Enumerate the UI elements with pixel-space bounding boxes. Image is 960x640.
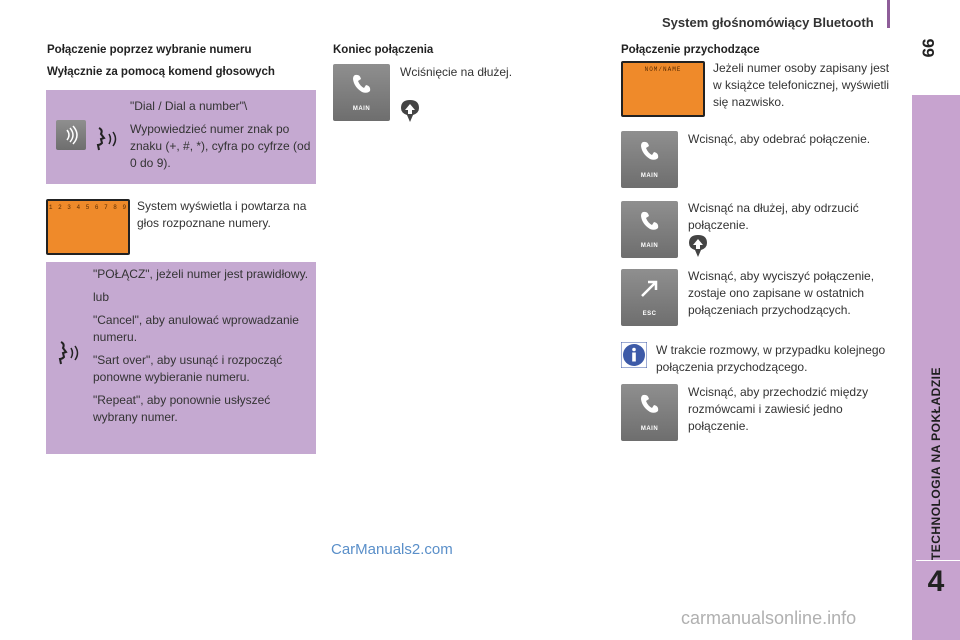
chapter-number: 4: [927, 565, 945, 598]
or-text: lub: [93, 290, 110, 304]
dial-command-text: "Dial / Dial a number"\: [130, 99, 248, 113]
connect-command-text: "POŁĄCZ", jeżeli numer jest prawidłowy.: [93, 267, 309, 281]
info-text: W trakcie rozmowy, w przypadku kolejnego połączenia przychodzącego.: [656, 343, 886, 374]
voice-dial-box: [46, 90, 316, 184]
page-number: 99: [918, 38, 938, 58]
voice-button: [56, 120, 86, 150]
end-call-instruction: Wciśnięcie na dłużej.: [400, 65, 513, 79]
mute-call-text: Wcisnąć, aby wyciszyć połączenie, zostaje ono zapisane w ostatnich połączeniach przychodzących.: [688, 269, 875, 317]
heading-incoming-call: Połączenie przychodzące: [621, 44, 760, 56]
display-name-label: NOM/NAME: [644, 66, 682, 73]
heading-end-call: Koniec połączenia: [333, 44, 434, 56]
main-phone-key: MAIN: [333, 64, 390, 121]
watermark-carmanualsonline: carmanualsonline.info: [681, 608, 857, 628]
start-over-command-text: "Sart over", aby usunąć i rozpocząć ponowne wybieranie numeru.: [93, 353, 283, 384]
answer-call-text: Wcisnąć, aby odebrać połączenie.: [688, 132, 871, 146]
watermark-carmanuals2: CarManuals2.com: [331, 541, 453, 558]
heading-voice-only: Wyłącznie za pomocą komend głosowych: [47, 66, 275, 78]
display-description: System wyświetla i powtarza na głos rozpoznane numery.: [137, 199, 307, 230]
phone-icon: [638, 393, 660, 415]
page-header-title: System głośnomówiący Bluetooth: [662, 15, 874, 30]
main-phone-key: MAIN: [621, 131, 678, 188]
info-icon: [621, 342, 647, 368]
voice-commands-box: [46, 262, 316, 454]
name-display: [621, 61, 705, 117]
sidebar-divider: [916, 560, 960, 561]
phone-icon: [638, 210, 660, 232]
long-press-icon: [397, 98, 423, 124]
mute-phone-icon: [638, 278, 660, 300]
speaking-head-icon: [56, 340, 86, 368]
repeat-command-text: "Repeat", aby ponownie usłyszeć wybrany numer.: [93, 393, 271, 424]
display-digits: 1 2 3 4 5 6 7 8 9: [48, 204, 128, 211]
dial-instruction-text: Wypowiedzieć numer znak po znaku (+, #, *), cyfra po cyfrze (od 0 do 9).: [130, 122, 311, 170]
main-phone-key: MAIN: [621, 384, 678, 441]
phone-icon: [638, 140, 660, 162]
name-display-text: Jeżeli numer osoby zapisany jest w książce telefonicznej, wyświetli się nazwisko.: [713, 61, 890, 109]
reject-call-text: Wcisnąć na dłużej, aby odrzucić połączenie.: [688, 201, 859, 232]
sidebar-section-label: TECHNOLOGIA NA POKŁADZIE: [929, 366, 943, 560]
heading-dial-number: Połączenie poprzez wybranie numeru: [47, 44, 252, 56]
switch-call-text: Wcisnąć, aby przechodzić między rozmówcami i zawiesić jedno połączenie.: [688, 385, 869, 433]
esc-key: ESC: [621, 269, 678, 326]
number-display: [46, 199, 130, 255]
speaking-head-icon: [94, 126, 124, 152]
voice-command-icon: [56, 120, 86, 150]
phone-icon: [350, 73, 372, 95]
cancel-command-text: "Cancel", aby anulować wprowadzanie numeru.: [93, 313, 299, 344]
main-phone-key: MAIN: [621, 201, 678, 258]
header-divider: [887, 0, 890, 28]
long-press-icon: [685, 233, 711, 259]
